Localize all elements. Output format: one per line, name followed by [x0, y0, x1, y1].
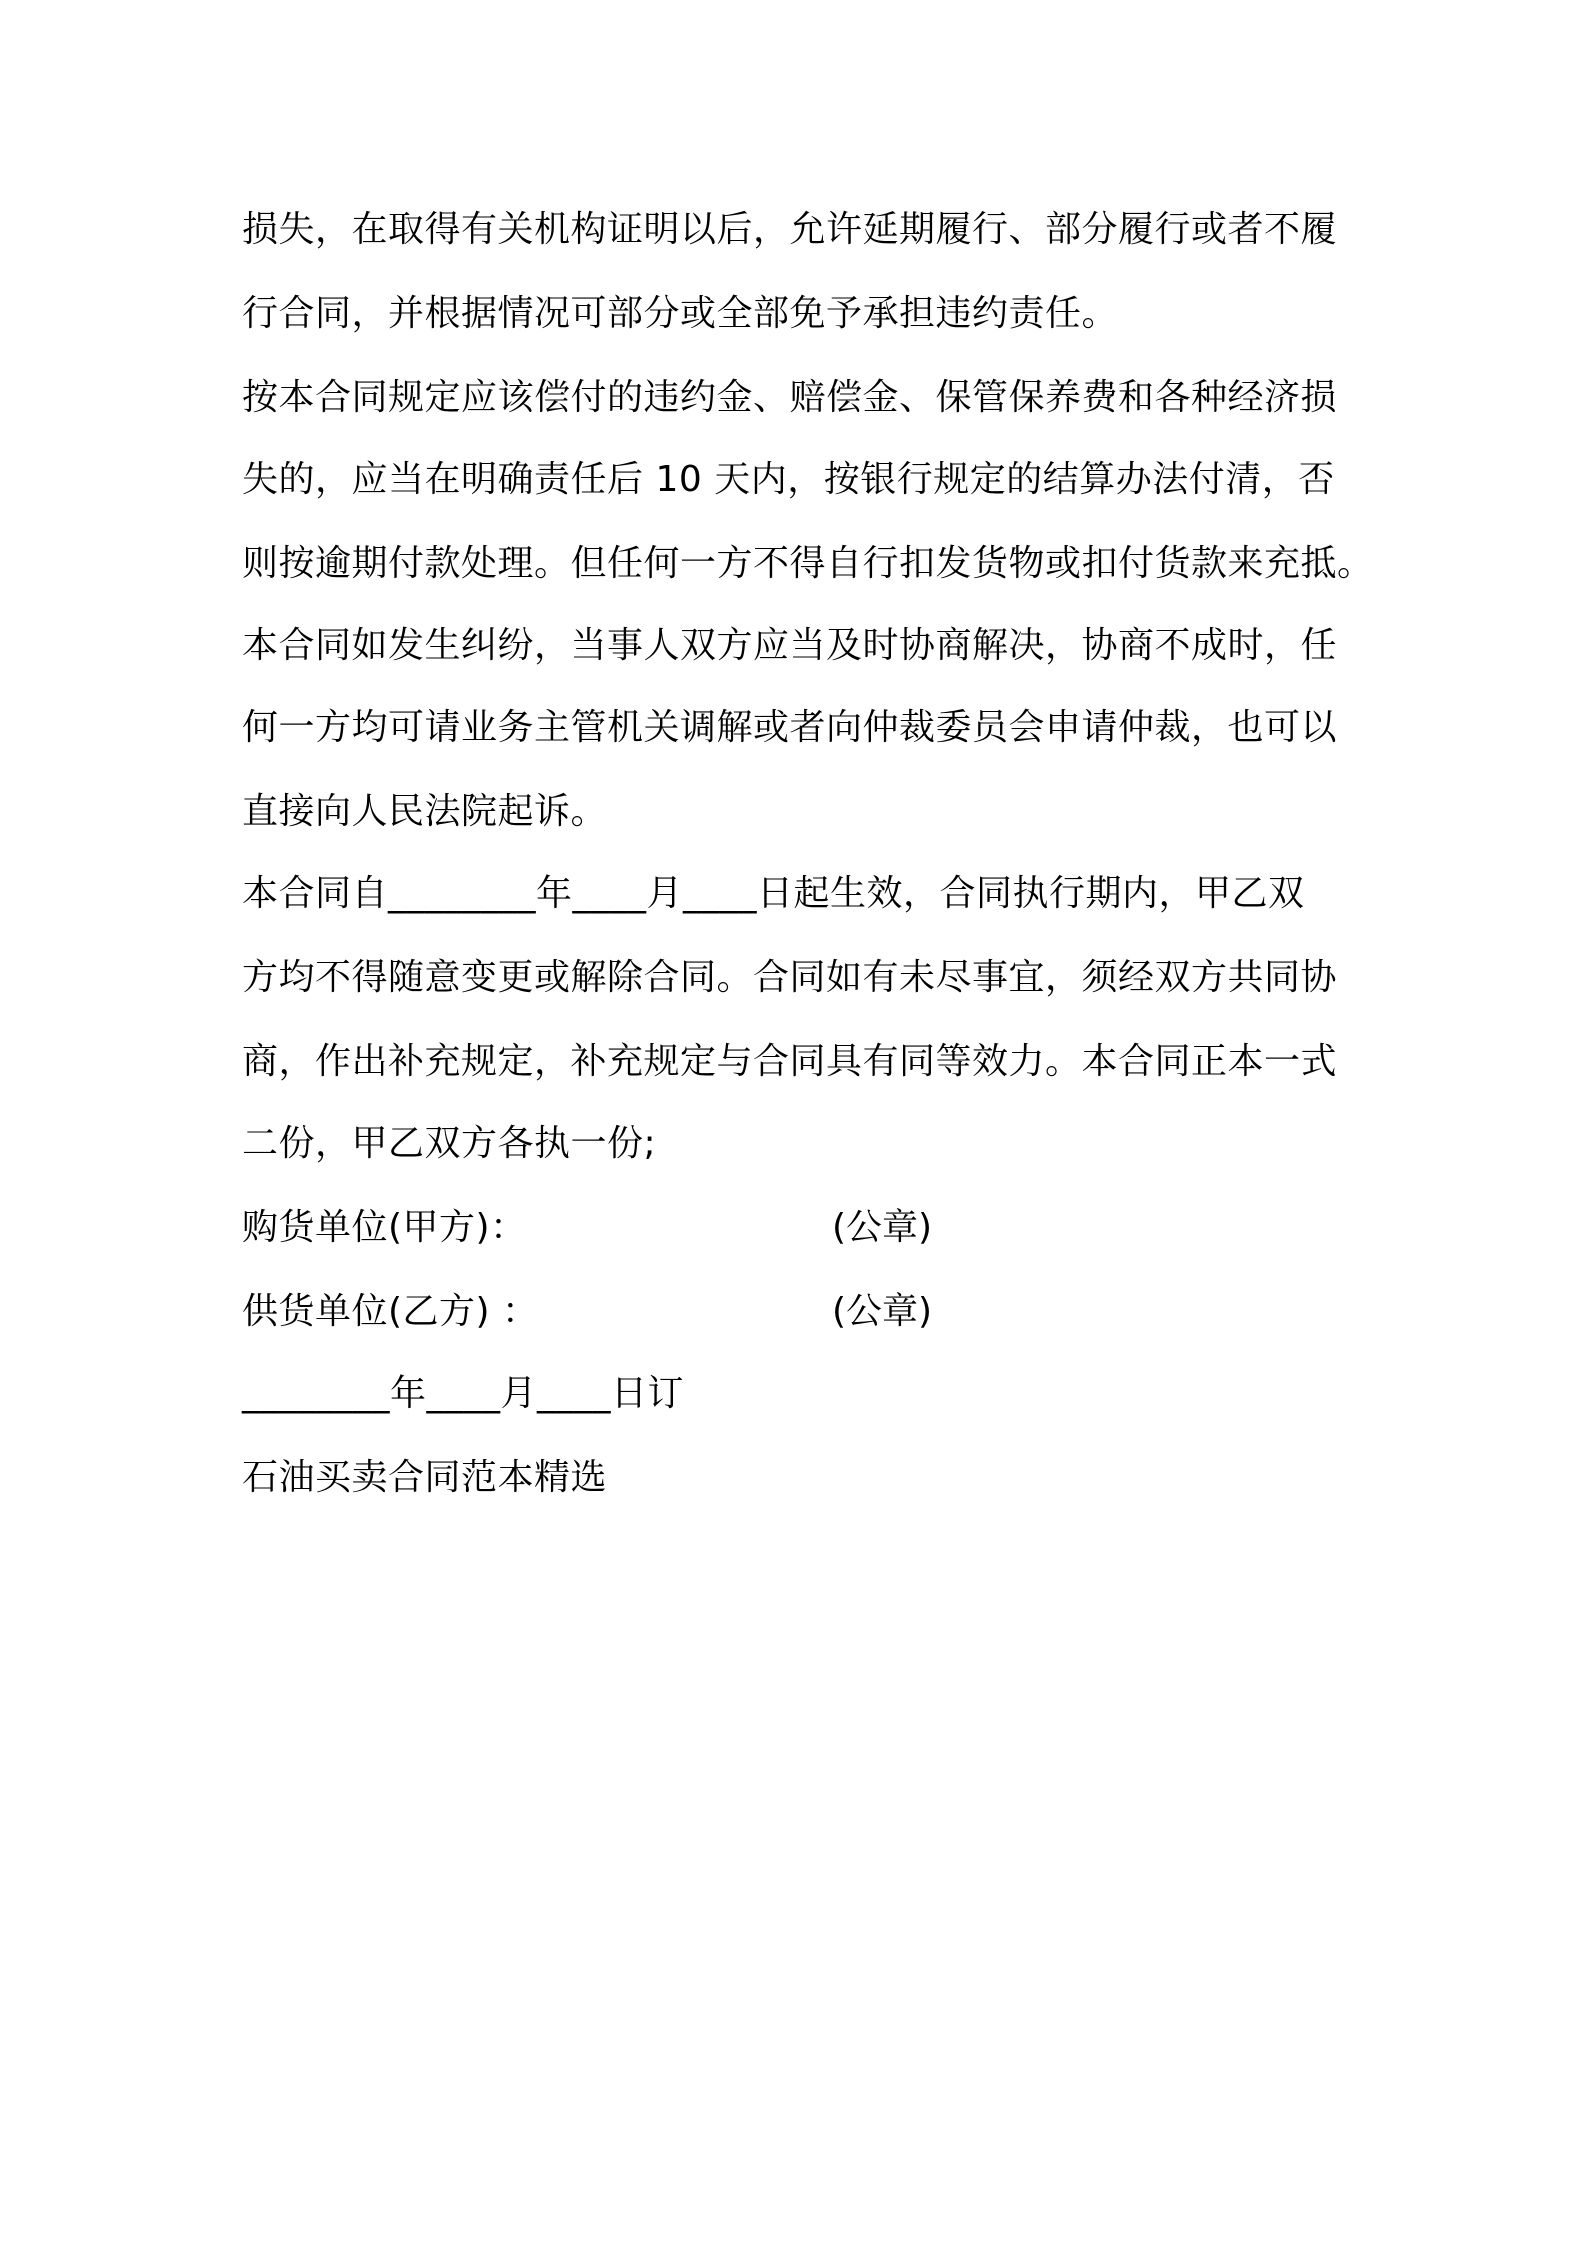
body-line: 损失，在取得有关机构证明以后，允许延期履行、部分履行或者不履	[242, 209, 1338, 250]
body-line: 则按逾期付款处理。但任何一方不得自行扣发货物或扣付货款来充抵。	[242, 543, 1374, 584]
body-line: 方均不得随意变更或解除合同。合同如有未尽事宜，须经双方共同协	[242, 957, 1338, 998]
body-line: 行合同，并根据情况可部分或全部免予承担违约责任。	[242, 293, 1119, 334]
buyer-label: 购货单位(甲方)：	[242, 1207, 527, 1248]
body-line: 按本合同规定应该偿付的违约金、赔偿金、保管保养费和各种经济损	[242, 377, 1338, 418]
body-line: 失的，应当在明确责任后 10 天内，按银行规定的结算办法付清，否	[242, 459, 1335, 500]
body-line: 何一方均可请业务主管机关调解或者向仲裁委员会申请仲裁，也可以	[242, 707, 1338, 748]
supplier-label: 供货单位(乙方) ：	[242, 1291, 539, 1332]
body-line: 二份，甲乙双方各执一份;	[242, 1123, 657, 1164]
document-footer-title: 石油买卖合同范本精选	[242, 1457, 608, 1498]
body-line: 直接向人民法院起诉。	[242, 791, 608, 832]
body-line: 商，作出补充规定，补充规定与合同具有同等效力。本合同正本一式	[242, 1041, 1338, 1082]
signing-date: ________年____月____日订	[242, 1373, 685, 1414]
supplier-signature-row	[242, 1290, 539, 1334]
supplier-seal: (公章)	[832, 1291, 933, 1332]
document-page	[242, 0, 1374, 2244]
body-line: 本合同自________年____月____日起生效，合同执行期内，甲乙双	[242, 873, 1305, 914]
buyer-signature-row	[242, 1206, 527, 1250]
body-line: 本合同如发生纠纷，当事人双方应当及时协商解决，协商不成时，任	[242, 625, 1338, 666]
buyer-seal: (公章)	[832, 1207, 933, 1248]
